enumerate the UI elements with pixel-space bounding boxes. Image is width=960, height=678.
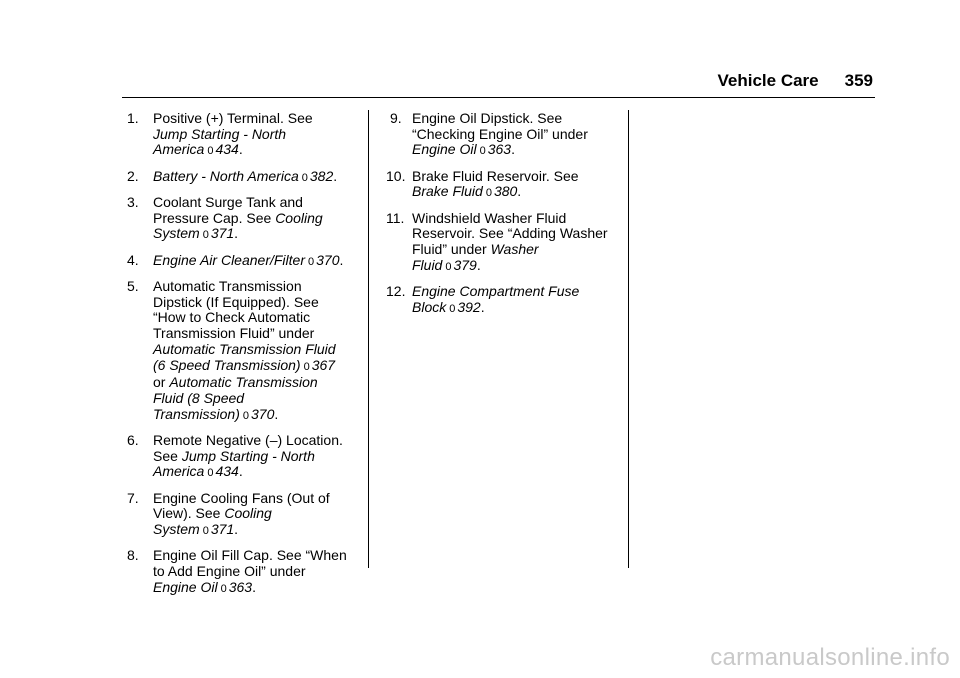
page-reference[interactable]: 363 — [487, 141, 512, 158]
watermark: carmanualsonline.info — [710, 644, 950, 671]
page-ref-arrow-icon: 0 — [449, 302, 456, 315]
cross-reference-link[interactable]: Cooling — [224, 505, 272, 522]
header-rule — [122, 97, 875, 98]
cross-reference-link[interactable]: (6 Speed Transmission) — [153, 356, 301, 373]
page-reference[interactable]: 392 — [457, 298, 481, 315]
page-ref-arrow-icon: 0 — [308, 255, 315, 268]
page-ref-arrow-icon: 0 — [485, 187, 492, 200]
item-number: 3. — [127, 194, 139, 210]
item-number: 1. — [127, 110, 139, 126]
cross-reference-link[interactable]: Engine Compartment Fuse — [412, 283, 580, 300]
page-reference[interactable]: 371 — [210, 521, 235, 538]
section-title: Vehicle Care — [717, 71, 819, 90]
cross-reference-link[interactable]: Automatic Transmission Fluid — [153, 340, 336, 357]
cross-reference-link[interactable]: Cooling — [275, 209, 323, 226]
cross-reference-link[interactable]: Engine Oil — [412, 141, 477, 158]
right-column — [386, 111, 618, 326]
page-number: 359 — [844, 71, 873, 90]
list-item: 5. Automatic Transmission Dipstick (If Equipped). See “How to Check Automatic Transmission Fluid” under Automatic Transmission Fluid (6 Speed Transmission) 0 367 or Automatic Transmission Fluid (8 Speed Transmission) 0 370. — [127, 279, 359, 424]
cross-reference-link[interactable]: Engine Air Cleaner/Filter — [153, 251, 305, 268]
item-number: 7. — [127, 489, 139, 506]
item-number: 2. — [127, 167, 139, 184]
item-number: 5. — [127, 278, 139, 294]
item-number: 11. — [386, 209, 405, 226]
list-item: 1. Positive (+) Terminal. See Jump Starting - North America 0 434. — [127, 111, 359, 160]
page-reference[interactable]: 367 — [311, 356, 336, 373]
item-number: 6. — [127, 431, 139, 448]
column-divider — [628, 110, 629, 568]
page-ref-arrow-icon: 0 — [301, 171, 308, 184]
item-number: 9. — [390, 110, 402, 126]
list-item: 9. Engine Oil Dipstick. See “Checking Engine Oil” under Engine Oil 0 363. — [386, 111, 618, 160]
page-ref-arrow-icon: 0 — [479, 145, 486, 158]
cross-reference-link[interactable]: Fluid (8 Speed — [153, 389, 245, 406]
page-ref-arrow-icon: 0 — [303, 360, 310, 373]
page-reference[interactable]: 370 — [251, 405, 275, 422]
cross-reference-link[interactable]: Brake Fluid — [412, 183, 483, 200]
list-item: 10. Brake Fluid Reservoir. See Brake Fluid 0 380. — [386, 169, 618, 202]
page-reference[interactable]: 379 — [453, 256, 477, 273]
page-reference[interactable]: 434 — [215, 141, 239, 158]
cross-reference-link[interactable]: America — [153, 463, 205, 480]
cross-reference-link[interactable]: Jump Starting - North — [181, 447, 315, 464]
page-header — [718, 71, 874, 91]
list-item: 3. Coolant Surge Tank and Pressure Cap. See Cooling System 0 371. — [127, 195, 359, 244]
page-reference[interactable]: 434 — [215, 463, 239, 480]
cross-reference-link[interactable]: System — [153, 225, 200, 242]
page-reference[interactable]: 380 — [493, 183, 518, 200]
list-item: 2. Battery - North America 0 382. — [127, 169, 359, 187]
cross-reference-link[interactable]: America — [153, 141, 205, 158]
page-ref-arrow-icon: 0 — [445, 260, 452, 273]
page-ref-arrow-icon: 0 — [220, 582, 227, 595]
item-number: 10. — [386, 167, 406, 184]
left-column — [127, 111, 359, 606]
cross-reference-link[interactable]: Transmission) — [153, 405, 240, 422]
page-reference[interactable]: 371 — [210, 225, 235, 242]
cross-reference-link[interactable]: Jump Starting - North — [153, 125, 287, 142]
cross-reference-link[interactable]: Fluid — [412, 256, 443, 273]
page-reference[interactable]: 363 — [228, 578, 253, 595]
cross-reference-link[interactable]: Washer — [490, 241, 539, 258]
page-reference[interactable]: 382 — [309, 167, 334, 184]
item-number: 8. — [127, 547, 139, 564]
page-ref-arrow-icon: 0 — [207, 467, 214, 480]
cross-reference-link[interactable]: Engine Oil — [153, 578, 218, 595]
page-ref-arrow-icon: 0 — [202, 229, 209, 242]
page-ref-arrow-icon: 0 — [202, 525, 209, 538]
cross-reference-link[interactable]: Battery - North America — [153, 167, 299, 184]
list-item: 4. Engine Air Cleaner/Filter 0 370. — [127, 253, 359, 271]
cross-reference-link[interactable]: System — [153, 521, 200, 538]
item-number: 4. — [127, 251, 139, 268]
list-item: 11. Windshield Washer Fluid Reservoir. See “Adding Washer Fluid” under Washer Fluid 0 379. — [386, 211, 618, 276]
list-item: 12. Engine Compartment Fuse Block 0 392. — [386, 284, 618, 317]
cross-reference-link[interactable]: Automatic Transmission — [169, 374, 318, 391]
page-ref-arrow-icon: 0 — [207, 145, 214, 158]
item-number: 12. — [386, 283, 406, 300]
page-ref-arrow-icon: 0 — [242, 409, 249, 422]
cross-reference-link[interactable]: Block — [412, 298, 447, 315]
page-reference[interactable]: 370 — [316, 251, 340, 268]
list-item: 6. Remote Negative (–) Location. See Jump Starting - North America 0 434. — [127, 433, 359, 482]
list-item: 7. Engine Cooling Fans (Out of View). See Cooling System 0 371. — [127, 491, 359, 540]
column-divider — [368, 110, 369, 568]
list-item: 8. Engine Oil Fill Cap. See “When to Add Engine Oil” under Engine Oil 0 363. — [127, 548, 359, 597]
